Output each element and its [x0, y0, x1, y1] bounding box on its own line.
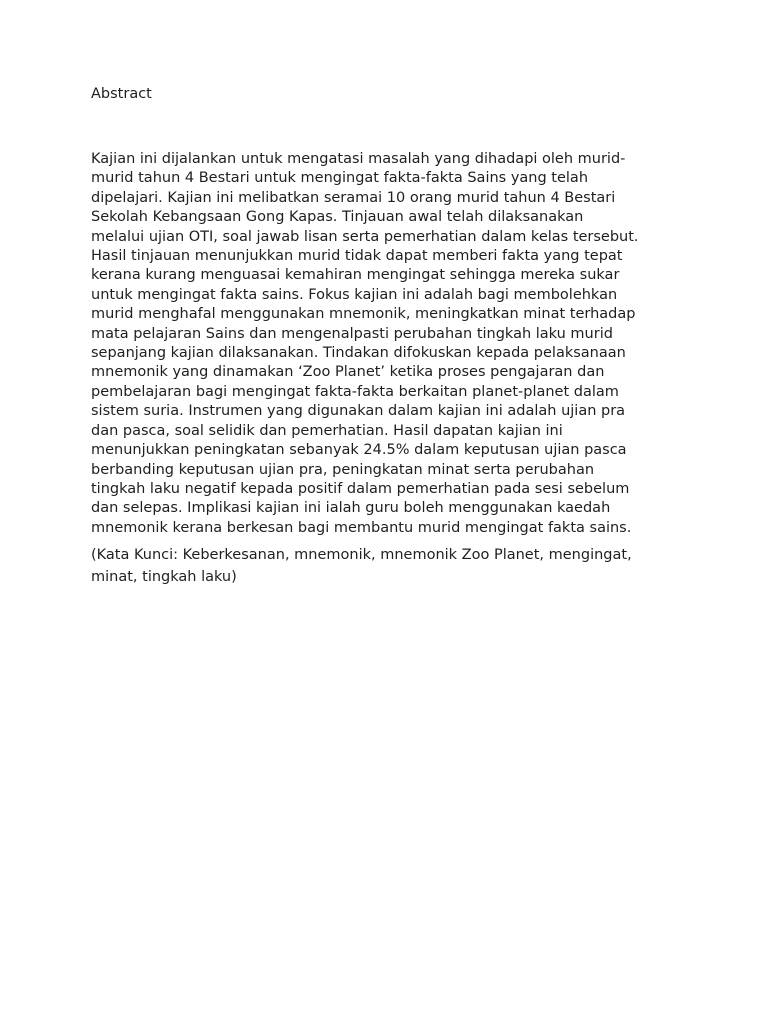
abstract-line: sepanjang kajian dilaksanakan. Tindakan difokuskan kepada pelaksanaan: [91, 345, 626, 362]
abstract-section: [91, 84, 683, 588]
abstract-heading: Abstract: [91, 86, 152, 102]
abstract-line: menunjukkan peningkatan sebanyak 24.5% dalam keputusan ujian pasca: [91, 442, 627, 459]
abstract-line: mnemonik yang dinamakan ‘Zoo Planet’ ketika proses pengajaran dan: [91, 364, 605, 381]
keywords-line: minat, tingkah laku): [91, 569, 237, 586]
abstract-line: dan selepas. Implikasi kajian ini ialah guru boleh menggunakan kaedah: [91, 500, 611, 517]
abstract-line: dan pasca, soal selidik dan pemerhatian. Hasil dapatan kajian ini: [91, 422, 563, 439]
abstract-line: untuk mengingat fakta sains. Fokus kajian ini adalah bagi membolehkan: [91, 286, 618, 303]
abstract-line: dipelajari. Kajian ini melibatkan seramai 10 orang murid tahun 4 Bestari: [91, 189, 616, 206]
abstract-line: Hasil tinjauan menunjukkan murid tidak dapat memberi fakta yang tepat: [91, 248, 623, 265]
abstract-line: kerana kurang menguasai kemahiran mengingat sehingga mereka sukar: [91, 267, 620, 284]
abstract-line: Sekolah Kebangsaan Gong Kapas. Tinjauan awal telah dilaksanakan: [91, 209, 584, 226]
abstract-line: tingkah laku negatif kepada positif dalam pemerhatian pada sesi sebelum: [91, 480, 630, 497]
abstract-line: Kajian ini dijalankan untuk mengatasi masalah yang dihadapi oleh murid-: [91, 151, 626, 167]
abstract-line: sistem suria. Instrumen yang digunakan dalam kajian ini adalah ujian pra: [91, 403, 626, 420]
keywords-line: (Kata Kunci: Keberkesanan, mnemonik, mnemonik Zoo Planet, mengingat,: [91, 547, 632, 564]
abstract-line: berbanding keputusan ujian pra, peningkatan minat serta perubahan: [91, 461, 595, 478]
abstract-line: pembelajaran bagi mengingat fakta-fakta berkaitan planet-planet dalam: [91, 383, 619, 400]
abstract-line: mata pelajaran Sains dan mengenalpasti perubahan tingkah laku murid: [91, 325, 613, 342]
keywords-paragraph: [91, 544, 683, 588]
abstract-paragraph: [91, 150, 683, 538]
abstract-line: mnemonik kerana berkesan bagi membantu murid mengingat fakta sains.: [91, 519, 632, 536]
abstract-line: murid tahun 4 Bestari untuk mengingat fakta-fakta Sains yang telah: [91, 170, 589, 187]
abstract-line: murid menghafal menggunakan mnemonik, meningkatkan minat terhadap: [91, 306, 636, 323]
abstract-line: melalui ujian OTI, soal jawab lisan serta pemerhatian dalam kelas tersebut.: [91, 228, 639, 245]
